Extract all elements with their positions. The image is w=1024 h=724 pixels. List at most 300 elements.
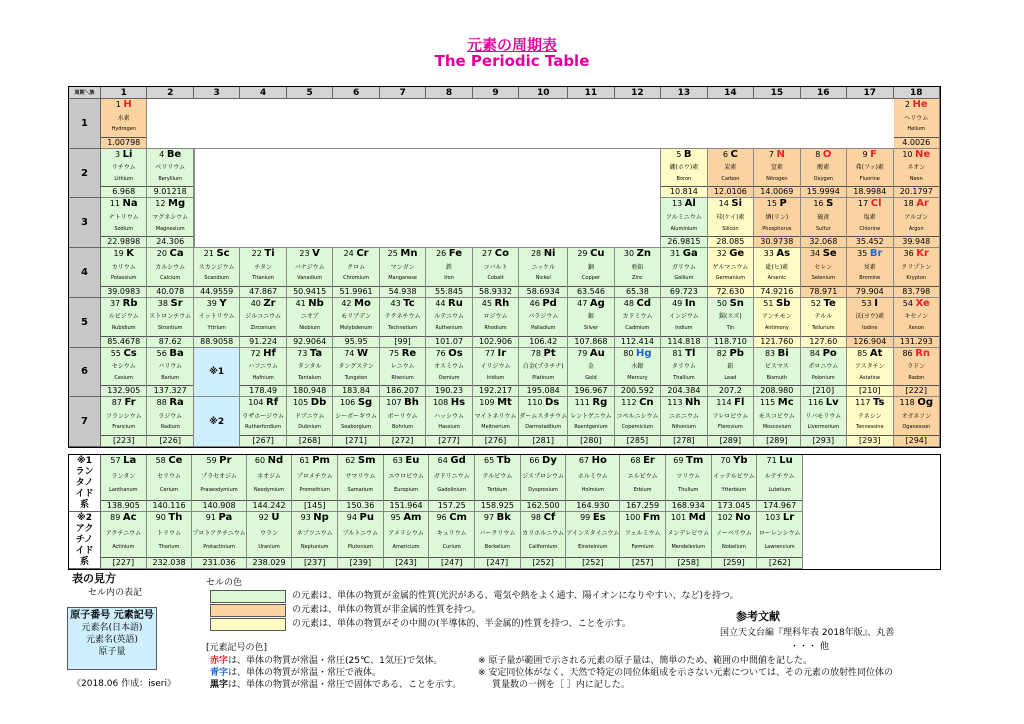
element-name-jp: ニオブ — [300, 313, 319, 321]
atomic-weight: [271] — [333, 435, 378, 445]
element-number-symbol — [904, 249, 929, 259]
symbol-color-blue: 青字は、単体の物質が常温・常圧で液体。 — [210, 668, 382, 678]
element-symbol: Lu — [779, 455, 793, 466]
element-symbol: Ti — [264, 248, 275, 260]
element-name-en: Lutetium — [768, 487, 791, 493]
element-name-en: Copper — [581, 275, 600, 282]
element-name-jp: レニウム — [390, 363, 415, 371]
element-number-symbol — [902, 150, 930, 160]
element-number-symbol — [116, 100, 132, 110]
element-name-jp: ルテニウム — [434, 313, 464, 321]
element-name-en: Dubnium — [298, 424, 322, 431]
atomic-weight: 69.723 — [661, 286, 706, 296]
element-symbol: Sm — [357, 455, 376, 466]
element-As — [754, 248, 800, 298]
element-number-symbol — [531, 249, 556, 259]
period-header: 5 — [69, 298, 101, 348]
element-name-jp: 砒(ヒ)素 — [765, 263, 789, 271]
element-name-en: Sulfur — [815, 225, 831, 232]
element-number-symbol — [436, 249, 462, 259]
group-header: 7 — [380, 87, 426, 99]
element-symbol: U — [271, 512, 280, 523]
element-symbol: Rh — [494, 297, 510, 309]
element-number-symbol — [530, 299, 557, 309]
atomic-number: 73 — [297, 348, 308, 358]
element-number-symbol — [252, 249, 275, 259]
element-name-en: Silver — [583, 324, 598, 331]
atomic-weight: 28.085 — [708, 236, 753, 246]
element-name-en: Fermium — [631, 544, 654, 550]
element-number-symbol — [767, 199, 787, 209]
atomic-weight: 6.968 — [101, 186, 146, 196]
element-name-en: Cobalt — [487, 275, 504, 282]
element-symbol: Pt — [543, 347, 556, 359]
element-number-symbol — [863, 150, 877, 160]
element-name-jp: コバルト — [483, 263, 508, 271]
element-number-symbol — [345, 456, 375, 466]
atomic-weight: 126.904 — [847, 336, 892, 346]
atomic-weight: [289] — [754, 435, 799, 445]
atomic-weight: 95.95 — [333, 336, 378, 346]
element-Sc — [194, 248, 240, 298]
element-symbol: Y — [219, 297, 227, 309]
element-symbol: Pu — [359, 512, 374, 523]
element-name-en: Tin — [726, 324, 735, 331]
element-name-jp: 塩素 — [863, 213, 876, 221]
atomic-number: 20 — [156, 249, 167, 259]
element-name-en: Lithium — [114, 175, 134, 182]
element-number-symbol — [767, 456, 793, 466]
element-name-en: Oxygen — [813, 175, 833, 182]
element-Cn — [615, 397, 661, 447]
element-Mn — [380, 248, 426, 298]
element-symbol: Si — [731, 198, 743, 210]
color-text-nonmetal: の元素は、単体の物質が非金属的性質を持つ。 — [292, 605, 481, 615]
atomic-weight: [272] — [380, 435, 425, 445]
element-name-jp: テルビウム — [482, 473, 513, 480]
element-name-jp: セシウム — [111, 363, 136, 371]
lanthanide-ref: ※1 — [194, 348, 240, 398]
atomic-weight: [210] — [801, 385, 846, 395]
element-name-jp: マイトネリウム — [474, 412, 517, 420]
element-name-en: Copernicium — [621, 424, 654, 431]
element-name-en: Barium — [161, 374, 180, 381]
element-Pt — [519, 348, 568, 398]
element-number-symbol — [811, 299, 836, 309]
element-name-jp: 水素 — [117, 114, 130, 122]
atomic-weight: [276] — [473, 435, 518, 445]
element-Ga — [661, 248, 707, 298]
element-number-symbol — [297, 349, 322, 359]
element-symbol: Gd — [450, 455, 466, 466]
element-name-en: Bromine — [859, 275, 881, 282]
element-number-symbol — [344, 249, 369, 259]
element-name-jp: 錫(スズ) — [719, 313, 742, 321]
element-symbol: Au — [589, 347, 605, 359]
element-name-jp: ツリウム — [676, 473, 701, 480]
atomic-number: 45 — [481, 298, 492, 308]
element-name-en: Arsenic — [767, 275, 787, 282]
element-symbol: Yb — [733, 455, 748, 466]
element-Xe — [894, 298, 940, 348]
element-name-en: Rhenium — [391, 374, 414, 381]
element-name-en: Radon — [908, 374, 925, 381]
period-header: 7 — [69, 397, 101, 447]
element-Cf — [521, 512, 567, 569]
element-number-symbol — [667, 398, 700, 408]
symbol-color-heading: [元素記号の色] — [206, 643, 268, 653]
atomic-number: 1 — [115, 100, 121, 109]
element-symbol: Ru — [448, 297, 463, 309]
element-symbol: Ar — [916, 198, 929, 210]
element-name-jp: コペルニシウム — [616, 412, 659, 420]
element-symbol: Al — [684, 198, 696, 210]
atomic-number: 87 — [111, 398, 122, 408]
element-name-en: Molybdenum — [339, 324, 373, 331]
atomic-weight: 127.60 — [801, 336, 846, 346]
element-symbol: Ni — [543, 248, 556, 260]
atomic-weight: 22.9898 — [101, 236, 146, 246]
element-Ts — [847, 397, 893, 447]
element-symbol: Sc — [216, 248, 230, 260]
element-name-jp: アンチモン — [761, 313, 792, 321]
note-1: ※ 原子量が範囲で示される元素の原子量は、簡単のため、範囲の中間値を記した。 — [478, 656, 813, 666]
element-name-jp: セリウム — [157, 473, 181, 480]
group-header: 5 — [287, 87, 333, 99]
element-name-en: Strontium — [157, 324, 183, 331]
element-symbol: Pd — [542, 297, 557, 309]
element-number-symbol — [810, 349, 837, 359]
element-symbol: Sg — [357, 397, 373, 409]
atomic-weight: [262] — [757, 557, 802, 567]
atomic-weight: 14.0069 — [754, 186, 799, 196]
element-name-jp: 白金(プラチナ) — [522, 363, 564, 371]
element-name-jp: 亜鉛 — [631, 263, 644, 271]
atomic-number: 91 — [205, 513, 216, 522]
element-Pb — [708, 348, 754, 398]
element-name-jp: ジルコニウム — [245, 313, 282, 321]
element-number-symbol — [671, 513, 706, 523]
element-Lu — [757, 455, 803, 512]
atomic-number: 54 — [902, 298, 913, 308]
element-Sg — [333, 397, 379, 447]
element-name-en: Tennessine — [856, 424, 884, 431]
element-symbol: Bk — [496, 512, 511, 523]
element-number-symbol — [672, 199, 696, 209]
element-number-symbol — [624, 299, 651, 309]
element-number-symbol — [248, 398, 278, 408]
element-name-jp: ポロニウム — [808, 363, 839, 371]
element-symbol: Tl — [685, 347, 696, 359]
element-Cm — [429, 512, 475, 569]
element-name-en: Polonium — [811, 374, 835, 381]
atomic-number: 52 — [810, 298, 821, 308]
element-name-en: Argon — [908, 225, 924, 232]
period1-gap — [147, 99, 893, 149]
element-Ds — [519, 397, 568, 447]
element-name-jp: ラドン — [907, 363, 926, 371]
element-symbol: P — [779, 198, 787, 210]
element-symbol: F — [870, 148, 878, 160]
element-name-en: Antimony — [764, 324, 789, 331]
atomic-number: 35 — [857, 249, 868, 259]
atomic-weight: [252] — [566, 557, 619, 567]
element-symbol: Pb — [729, 347, 744, 359]
atomic-number: 22 — [251, 249, 262, 259]
atomic-weight: [227] — [101, 557, 146, 567]
element-Ac — [101, 512, 147, 569]
atomic-number: 33 — [763, 249, 774, 259]
element-name-jp: 窒素 — [770, 164, 783, 172]
element-number-symbol — [484, 513, 511, 523]
atomic-number: 75 — [388, 348, 400, 358]
legend-heading: 表の見方 — [72, 572, 116, 585]
element-symbol: Cr — [356, 248, 369, 260]
atomic-weight: 140.908 — [192, 500, 245, 510]
element-number-symbol — [299, 456, 329, 466]
atomic-weight: 231.036 — [192, 557, 245, 567]
element-Cd — [615, 298, 661, 348]
atomic-number: 107 — [386, 398, 402, 408]
element-symbol: Zr — [263, 297, 276, 309]
group-header: 15 — [754, 87, 800, 99]
element-symbol: Ge — [729, 248, 745, 260]
element-Sn — [708, 298, 754, 348]
atomic-number: 81 — [672, 348, 683, 358]
element-symbol: Cu — [590, 248, 605, 260]
element-number-symbol — [905, 100, 928, 110]
atomic-weight: 207.2 — [708, 385, 753, 395]
element-symbol: Am — [403, 512, 422, 523]
element-name-en: Americium — [392, 544, 420, 550]
element-number-symbol — [529, 456, 557, 466]
group-header: 11 — [568, 87, 614, 99]
atomic-number: 105 — [292, 398, 309, 408]
element-symbol: Xe — [915, 297, 930, 309]
element-symbol: O — [822, 148, 832, 160]
atomic-weight: [277] — [426, 435, 471, 445]
element-number-symbol — [719, 199, 742, 209]
element-Ar — [894, 198, 940, 248]
reference-2: ・・・ 他 — [790, 642, 829, 652]
element-name-en: Cerium — [159, 487, 179, 493]
element-number-symbol — [301, 513, 329, 523]
element-number-symbol — [716, 249, 744, 259]
element-name-en: Tantalum — [298, 374, 322, 381]
element-name-en: Praseodymium — [200, 487, 238, 493]
element-number-symbol — [625, 513, 660, 523]
element-number-symbol — [389, 349, 416, 359]
element-Au — [568, 348, 614, 398]
element-number-symbol — [156, 456, 183, 466]
element-name-en: Indium — [675, 324, 693, 331]
element-symbol: Po — [822, 347, 837, 359]
atomic-weight: 40.078 — [147, 286, 192, 296]
group-header: 14 — [708, 87, 754, 99]
atomic-weight: 78.971 — [801, 286, 846, 296]
atomic-weight: 12.0106 — [708, 186, 753, 196]
element-name-jp: ニッケル — [531, 263, 555, 271]
element-name-jp: ローレンシウム — [758, 530, 801, 537]
atomic-number: 98 — [530, 513, 542, 522]
element-symbol: He — [912, 99, 928, 110]
atomic-number: 12 — [155, 199, 166, 209]
element-name-en: Nitrogen — [766, 175, 788, 182]
element-name-en: Beryllium — [158, 175, 183, 182]
element-name-en: Lead — [724, 374, 737, 381]
element-number-symbol — [531, 513, 555, 523]
element-name-en: Mendelevium — [671, 544, 706, 550]
element-B — [661, 149, 707, 199]
element-name-en: Berkelium — [484, 544, 510, 550]
element-name-jp: ヘリウム — [904, 114, 929, 122]
element-Ti — [240, 248, 286, 298]
element-name-en: Ytterbium — [721, 487, 747, 493]
element-number-symbol — [484, 456, 511, 466]
element-number-symbol — [808, 398, 839, 408]
element-name-jp: カリウム — [111, 263, 136, 271]
element-number-symbol — [111, 349, 137, 359]
element-name-jp: プロトアクチニウム — [192, 530, 246, 537]
element-symbol: Er — [643, 455, 655, 466]
atomic-weight: 196.967 — [568, 385, 613, 395]
atomic-weight: 183.84 — [333, 385, 378, 395]
element-number-symbol — [672, 299, 696, 309]
element-name-jp: バリウム — [158, 363, 183, 371]
atomic-number: 26 — [436, 249, 447, 259]
element-Fl — [708, 397, 754, 447]
element-number-symbol — [388, 249, 418, 259]
element-name-en: Vanadium — [297, 275, 323, 282]
periodic-table — [68, 86, 941, 448]
atomic-weight: 9.01218 — [147, 186, 192, 196]
element-symbol: K — [126, 248, 134, 260]
element-name-en: Platinum — [532, 374, 555, 381]
element-number-symbol — [862, 299, 878, 309]
element-name-en: Thallium — [673, 374, 695, 381]
element-Pd — [519, 298, 568, 348]
element-number-symbol — [769, 150, 785, 160]
atomic-weight: 39.0983 — [101, 286, 146, 296]
element-number-symbol — [207, 456, 232, 466]
element-Rn — [894, 348, 940, 398]
element-Y — [194, 298, 240, 348]
element-Er — [620, 455, 666, 512]
atomic-weight: 4.0026 — [894, 137, 939, 147]
atomic-weight: 173.045 — [712, 500, 757, 510]
atomic-weight: 74.9216 — [754, 286, 799, 296]
atomic-weight: 121.760 — [754, 336, 799, 346]
element-Th — [147, 512, 193, 569]
element-number-symbol — [575, 398, 608, 408]
element-symbol: Np — [313, 512, 329, 523]
atomic-number: 58 — [155, 456, 166, 465]
element-symbol: Cs — [123, 347, 137, 359]
atomic-weight: [293] — [847, 435, 892, 445]
element-name-en: Tellurium — [811, 324, 835, 331]
element-symbol: Hg — [636, 347, 652, 359]
series-ref: ※2 — [76, 512, 92, 523]
element-name-jp: マグネシウム — [152, 213, 189, 221]
element-Sr — [147, 298, 193, 348]
element-name-jp: 鉛 — [727, 363, 734, 371]
element-number-symbol — [435, 349, 462, 359]
atomic-number: 41 — [295, 298, 306, 308]
color-text-metalloid: の元素は、単体の物質がその中間の(半導体的、半金属的)性質を持つ、ことを示す。 — [292, 619, 631, 629]
element-name-jp: クロム — [347, 263, 366, 271]
element-Pa — [192, 512, 246, 569]
element-name-en: Protactinium — [203, 544, 235, 550]
period-header: 2 — [69, 149, 101, 199]
element-name-en: Livermorium — [807, 424, 840, 431]
element-symbol: Te — [823, 297, 836, 309]
element-symbol: Kr — [916, 248, 929, 260]
element-name-jp: タングステン — [338, 363, 374, 371]
atomic-weight: [280] — [568, 435, 613, 445]
element-name-jp: キュリウム — [436, 530, 467, 537]
element-number-symbol — [255, 456, 283, 466]
element-symbol: Cf — [543, 512, 556, 523]
atomic-weight: 178.49 — [240, 385, 285, 395]
atomic-number: 18 — [903, 199, 914, 209]
element-number-symbol — [393, 456, 420, 466]
element-symbol: Nh — [685, 397, 701, 409]
element-name-en: Technetium — [388, 324, 417, 331]
element-number-symbol — [156, 513, 183, 523]
element-symbol: Db — [310, 397, 327, 409]
element-Mg — [147, 198, 193, 248]
element-name-en: Gold — [585, 374, 597, 381]
atomic-number: 31 — [670, 249, 681, 259]
atomic-weight: 55.845 — [426, 286, 471, 296]
atomic-number: 92 — [258, 513, 269, 522]
element-name-jp: アインスタイニウム — [566, 530, 620, 537]
atomic-weight: 10.814 — [661, 186, 706, 196]
element-number-symbol — [717, 349, 744, 359]
swatch-nonmetal — [210, 604, 286, 617]
atomic-number: 15 — [766, 199, 777, 209]
atomic-weight: 50.9415 — [287, 286, 332, 296]
atomic-weight: [289] — [708, 435, 753, 445]
element-Ne — [894, 149, 940, 199]
element-name-en: Ruthenium — [435, 324, 463, 331]
element-name-jp: ルビジウム — [108, 313, 139, 321]
element-Fm — [620, 512, 666, 569]
element-number-symbol — [621, 398, 653, 408]
element-number-symbol — [813, 199, 833, 209]
atomic-number: 9 — [862, 149, 868, 159]
element-number-symbol — [676, 150, 691, 160]
element-name-jp: 燐(リン) — [765, 213, 789, 221]
element-W — [333, 348, 379, 398]
atomic-weight: [252] — [521, 557, 566, 567]
element-number-symbol — [720, 456, 747, 466]
element-name-jp: メンデレビウム — [667, 530, 710, 537]
element-Ba — [147, 348, 193, 398]
element-symbol: Ga — [682, 248, 698, 260]
element-name-en: Xenon — [908, 324, 925, 331]
element-name-jp: トリウム — [157, 530, 181, 537]
atomic-weight: 174.967 — [757, 500, 802, 510]
atomic-weight: 107.868 — [568, 336, 613, 346]
element-name-en: Lanthanum — [109, 487, 138, 493]
period-header: 3 — [69, 198, 101, 248]
element-symbol: La — [123, 455, 137, 466]
element-name-en: Carbon — [721, 175, 740, 182]
credit: 《2018.06 作成：iseri》 — [72, 679, 177, 689]
element-number-symbol — [527, 398, 559, 408]
element-Mo — [333, 298, 379, 348]
